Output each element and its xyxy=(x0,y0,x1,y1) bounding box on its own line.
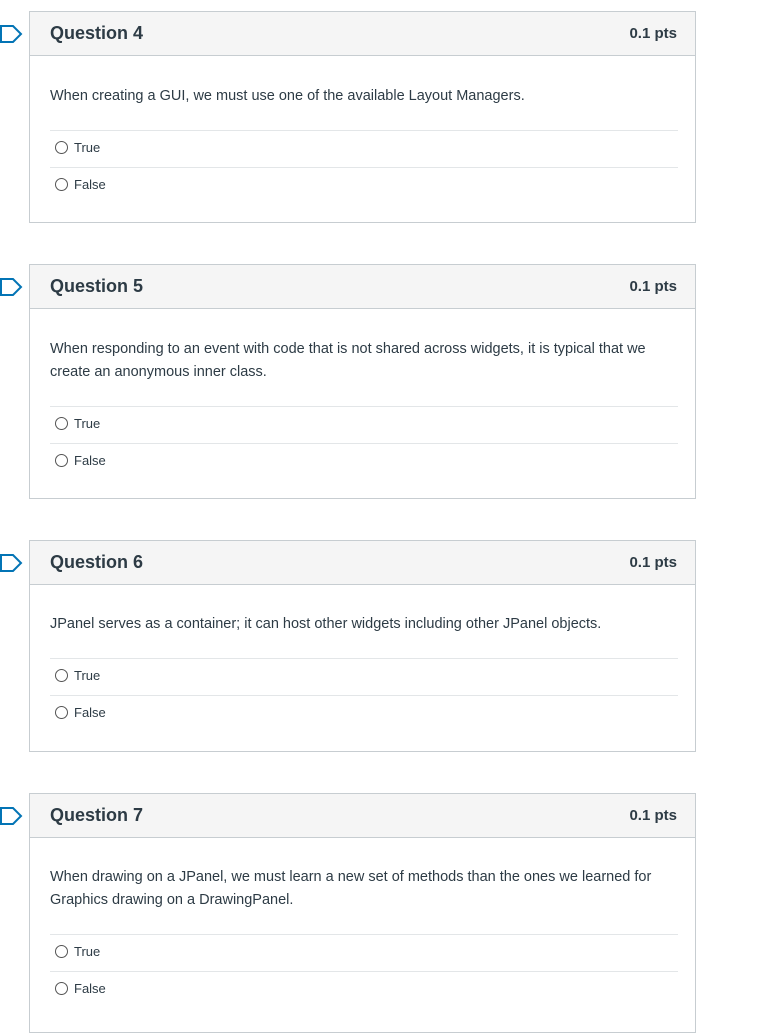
answer-option-true[interactable] xyxy=(50,934,678,971)
answer-list xyxy=(50,934,678,1008)
radio-button[interactable] xyxy=(55,178,68,191)
question-points: 0.1 pts xyxy=(629,807,677,824)
answer-list xyxy=(50,130,678,204)
answer-label: True xyxy=(74,944,101,959)
answer-list xyxy=(50,658,678,732)
flag-question-icon[interactable] xyxy=(0,553,24,573)
radio-button[interactable] xyxy=(55,982,68,995)
question-title: Question 6 xyxy=(50,552,144,572)
question-header xyxy=(30,12,695,56)
question-title: Question 4 xyxy=(50,23,144,43)
question-title: Question 7 xyxy=(50,805,144,825)
flag-question-icon[interactable] xyxy=(0,277,24,297)
radio-button[interactable] xyxy=(55,454,68,467)
question-points: 0.1 pts xyxy=(629,278,677,295)
question-text: When creating a GUI, we must use one of the available Layout Managers. xyxy=(50,88,525,104)
answer-option-false[interactable] xyxy=(50,695,678,732)
flag-question-icon[interactable] xyxy=(0,806,24,826)
question-points: 0.1 pts xyxy=(629,554,677,571)
radio-button[interactable] xyxy=(55,417,68,430)
radio-button[interactable] xyxy=(55,141,68,154)
answer-label: True xyxy=(74,140,101,155)
answer-label: False xyxy=(74,177,106,192)
answer-option-true[interactable] xyxy=(50,406,678,443)
question-header xyxy=(30,541,695,585)
answer-label: True xyxy=(74,668,101,683)
question-card xyxy=(29,793,696,1033)
question-card xyxy=(29,264,696,499)
question-card xyxy=(29,11,696,223)
question-text: When responding to an event with code that is not shared across widgets, it is typical that we create an anonymous inner class. xyxy=(50,341,646,380)
radio-button[interactable] xyxy=(55,945,68,958)
flag-question-icon[interactable] xyxy=(0,24,24,44)
answer-option-true[interactable] xyxy=(50,130,678,167)
answer-option-true[interactable] xyxy=(50,658,678,695)
answer-label: False xyxy=(74,453,106,468)
answer-label: False xyxy=(74,981,106,996)
question-text: When drawing on a JPanel, we must learn a new set of methods than the ones we learned for Graphics drawing on a DrawingPanel. xyxy=(50,869,652,908)
radio-button[interactable] xyxy=(55,706,68,719)
question-header xyxy=(30,794,695,838)
question-points: 0.1 pts xyxy=(629,25,677,42)
question-text: JPanel serves as a container; it can host other widgets including other JPanel objects. xyxy=(50,616,602,632)
radio-button[interactable] xyxy=(55,669,68,682)
answer-option-false[interactable] xyxy=(50,443,678,480)
answer-option-false[interactable] xyxy=(50,167,678,204)
question-title: Question 5 xyxy=(50,276,144,296)
answer-list xyxy=(50,406,678,480)
question-header xyxy=(30,265,695,309)
answer-option-false[interactable] xyxy=(50,971,678,1008)
answer-label: False xyxy=(74,705,106,720)
answer-label: True xyxy=(74,416,101,431)
question-card xyxy=(29,540,696,752)
